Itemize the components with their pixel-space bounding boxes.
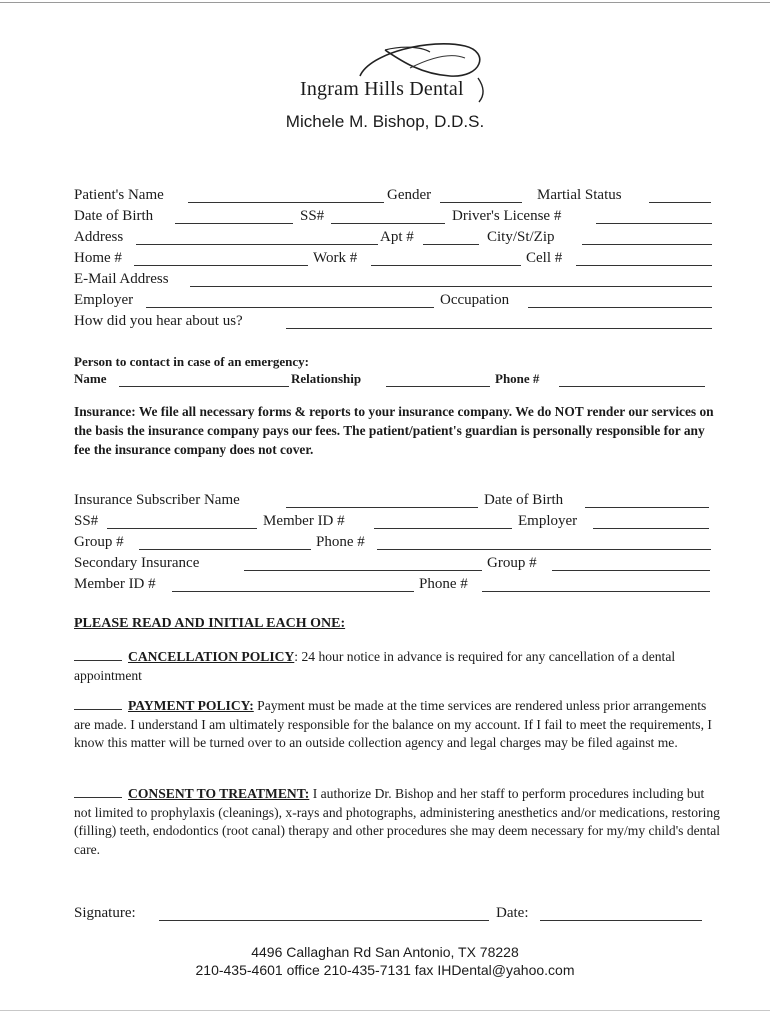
emergency-relationship-label: Relationship [291,371,362,386]
ssn-field[interactable] [331,223,445,224]
marital-status-label: Martial Status [537,187,622,203]
row-member2 [74,576,714,596]
member-id-label: Member ID # [263,513,345,529]
address-label: Address [74,229,124,245]
group2-field[interactable] [552,570,710,571]
subscriber-dob-field[interactable] [585,507,709,508]
member-id2-label: Member ID # [74,576,156,592]
payment-initial-field[interactable] [74,709,122,710]
home-phone-field[interactable] [134,265,308,266]
footer-address: 4496 Callaghan Rd San Antonio, TX 78228 [251,944,519,960]
row-member [74,513,714,533]
employer-field[interactable] [146,307,434,308]
group-label: Group # [74,534,124,550]
apt-field[interactable] [423,244,479,245]
phone2-label: Phone # [419,576,468,592]
row-group [74,534,714,554]
referral-field[interactable] [286,328,712,329]
emergency-relationship-field[interactable] [386,386,490,387]
occupation-label: Occupation [440,292,510,308]
email-label: E-Mail Address [74,271,169,287]
home-phone-label: Home # [74,250,122,266]
insurance-employer-label: Employer [518,513,578,529]
scan-edge-bottom [0,1010,770,1011]
work-phone-label: Work # [313,250,358,266]
row-subscriber [74,492,714,512]
policies-heading: PLEASE READ AND INITIAL EACH ONE: [74,616,346,631]
cancellation-policy [74,648,724,685]
insurance-phone-label: Phone # [316,534,365,550]
address-field[interactable] [136,244,378,245]
cell-phone-field[interactable] [576,265,712,266]
consent-initial-field[interactable] [74,797,122,798]
subscriber-ssn-label: SS# [74,513,99,529]
consent-text: I authorize Dr. Bishop and her staff to perform procedures including but not limited to prophylaxis (cleanings), x-rays and photographs, administering anesthetics and/or medications, restoring (filling) teeth, endodontics (root canal) therapy and other procedures she may deem necessary for my/my child's dental care. [74,786,721,857]
email-field[interactable] [190,286,712,287]
row-signature [74,905,714,925]
patient-name-field[interactable] [188,202,384,203]
subscriber-ssn-field[interactable] [107,528,257,529]
cancellation-title: CANCELLATION POLICY [128,649,295,664]
dob-field[interactable] [175,223,293,224]
ssn-label: SS# [300,208,325,224]
subscriber-label: Insurance Subscriber Name [74,492,240,508]
gender-label: Gender [387,187,432,203]
referral-label: How did you hear about us? [74,313,243,329]
date-label: Date: [496,905,529,921]
cancellation-text: : 24 hour notice in advance is required for any cancellation of a dental appointment [74,649,676,683]
consent-policy [74,785,724,859]
patient-name-label: Patient's Name [74,187,164,203]
row-patient-name [74,187,714,207]
cancellation-initial-field[interactable] [74,660,122,661]
license-field[interactable] [596,223,712,224]
payment-title: PAYMENT POLICY: [128,698,254,713]
employer-label: Employer [74,292,134,308]
gender-field[interactable] [440,202,522,203]
insurance-notice: Insurance: We file all necessary forms & reports to your insurance company. We do NOT render our services on the basis the insurance company pays our fees. The patient/patient's guardian is personally responsible for any fee the insurance company does not cover. [74,404,714,457]
emergency-name-label: Name [74,371,107,386]
dob-label: Date of Birth [74,208,154,224]
signature-field[interactable] [159,920,489,921]
payment-policy [74,697,724,753]
consent-title: CONSENT TO TREATMENT: [128,786,310,801]
cell-phone-label: Cell # [526,250,563,266]
phone2-field[interactable] [482,591,710,592]
practice-name: Ingram Hills Dental [300,78,464,100]
apt-label: Apt # [380,229,414,245]
subscriber-dob-label: Date of Birth [484,492,564,508]
row-emergency [74,371,714,391]
row-email [74,271,714,291]
row-secondary [74,555,714,575]
member-id-field[interactable] [374,528,512,529]
emergency-phone-field[interactable] [559,386,705,387]
member-id2-field[interactable] [172,591,414,592]
group2-label: Group # [487,555,537,571]
row-dob [74,208,714,228]
city-label: City/St/Zip [487,229,555,245]
row-referral [74,313,714,333]
secondary-insurance-label: Secondary Insurance [74,555,200,571]
scan-edge-top [0,2,770,3]
row-phones [74,250,714,270]
payment-text: Payment must be made at the time services are rendered unless prior arrangements are made. I understand I am ultimately responsible for the balance on my account. If I fail to meet the requirements, I know this matter will be turned over to an outside collection agency and legal charges may be filed against me. [74,698,712,751]
insurance-employer-field[interactable] [593,528,709,529]
emergency-name-field[interactable] [119,386,289,387]
subscriber-field[interactable] [286,507,478,508]
marital-status-field[interactable] [649,202,711,203]
insurance-phone-field[interactable] [377,549,711,550]
license-label: Driver's License # [452,208,562,224]
date-field[interactable] [540,920,702,921]
row-address [74,229,714,249]
doctor-name: Michele M. Bishop, D.D.S. [285,112,485,131]
signature-label: Signature: [74,905,136,921]
occupation-field[interactable] [528,307,712,308]
emergency-phone-label: Phone # [495,371,540,386]
work-phone-field[interactable] [371,265,521,266]
row-employer [74,292,714,312]
footer-contact: 210-435-4601 office 210-435-7131 fax IHDental@yahoo.com [195,962,575,978]
group-field[interactable] [139,549,311,550]
city-field[interactable] [582,244,712,245]
secondary-insurance-field[interactable] [244,570,482,571]
emergency-heading: Person to contact in case of an emergency: [74,354,310,369]
